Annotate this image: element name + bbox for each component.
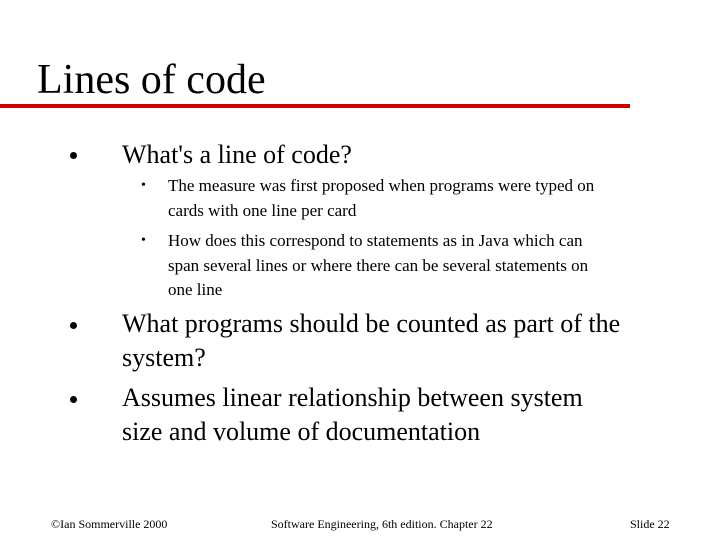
slide-title: Lines of code bbox=[37, 57, 266, 103]
footer-copyright: ©Ian Sommerville 2000 bbox=[51, 517, 168, 531]
footer-book-title: Software Engineering, 6th edition. Chapter 22 bbox=[271, 517, 493, 531]
bullet-text-line: What's a line of code? bbox=[122, 140, 352, 169]
footer-slide-number: Slide 22 bbox=[630, 517, 670, 531]
bullet-text-line: What programs should be counted as part of the bbox=[122, 309, 621, 338]
bullet-text-line: size and volume of documentation bbox=[122, 417, 481, 446]
bullet-text-line: Assumes linear relationship between system bbox=[122, 383, 583, 412]
sub-bullet-icon: • bbox=[141, 233, 146, 248]
bullet-dot-icon bbox=[70, 322, 77, 329]
bullet-dot-icon bbox=[70, 152, 77, 159]
bullet-dot-icon bbox=[70, 396, 77, 403]
sub-bullet-text-line: How does this correspond to statements as in Java which can bbox=[168, 231, 583, 250]
sub-bullet-text-line: span several lines or where there can be several statements on bbox=[168, 256, 589, 275]
bullet-text-line: system? bbox=[122, 343, 206, 372]
sub-bullet-text-line: cards with one line per card bbox=[168, 201, 357, 220]
title-underline bbox=[0, 104, 630, 108]
sub-bullet-text-line: The measure was first proposed when programs were typed on bbox=[168, 176, 595, 195]
sub-bullet-icon: • bbox=[141, 178, 146, 193]
sub-bullet-text-line: one line bbox=[168, 280, 223, 299]
